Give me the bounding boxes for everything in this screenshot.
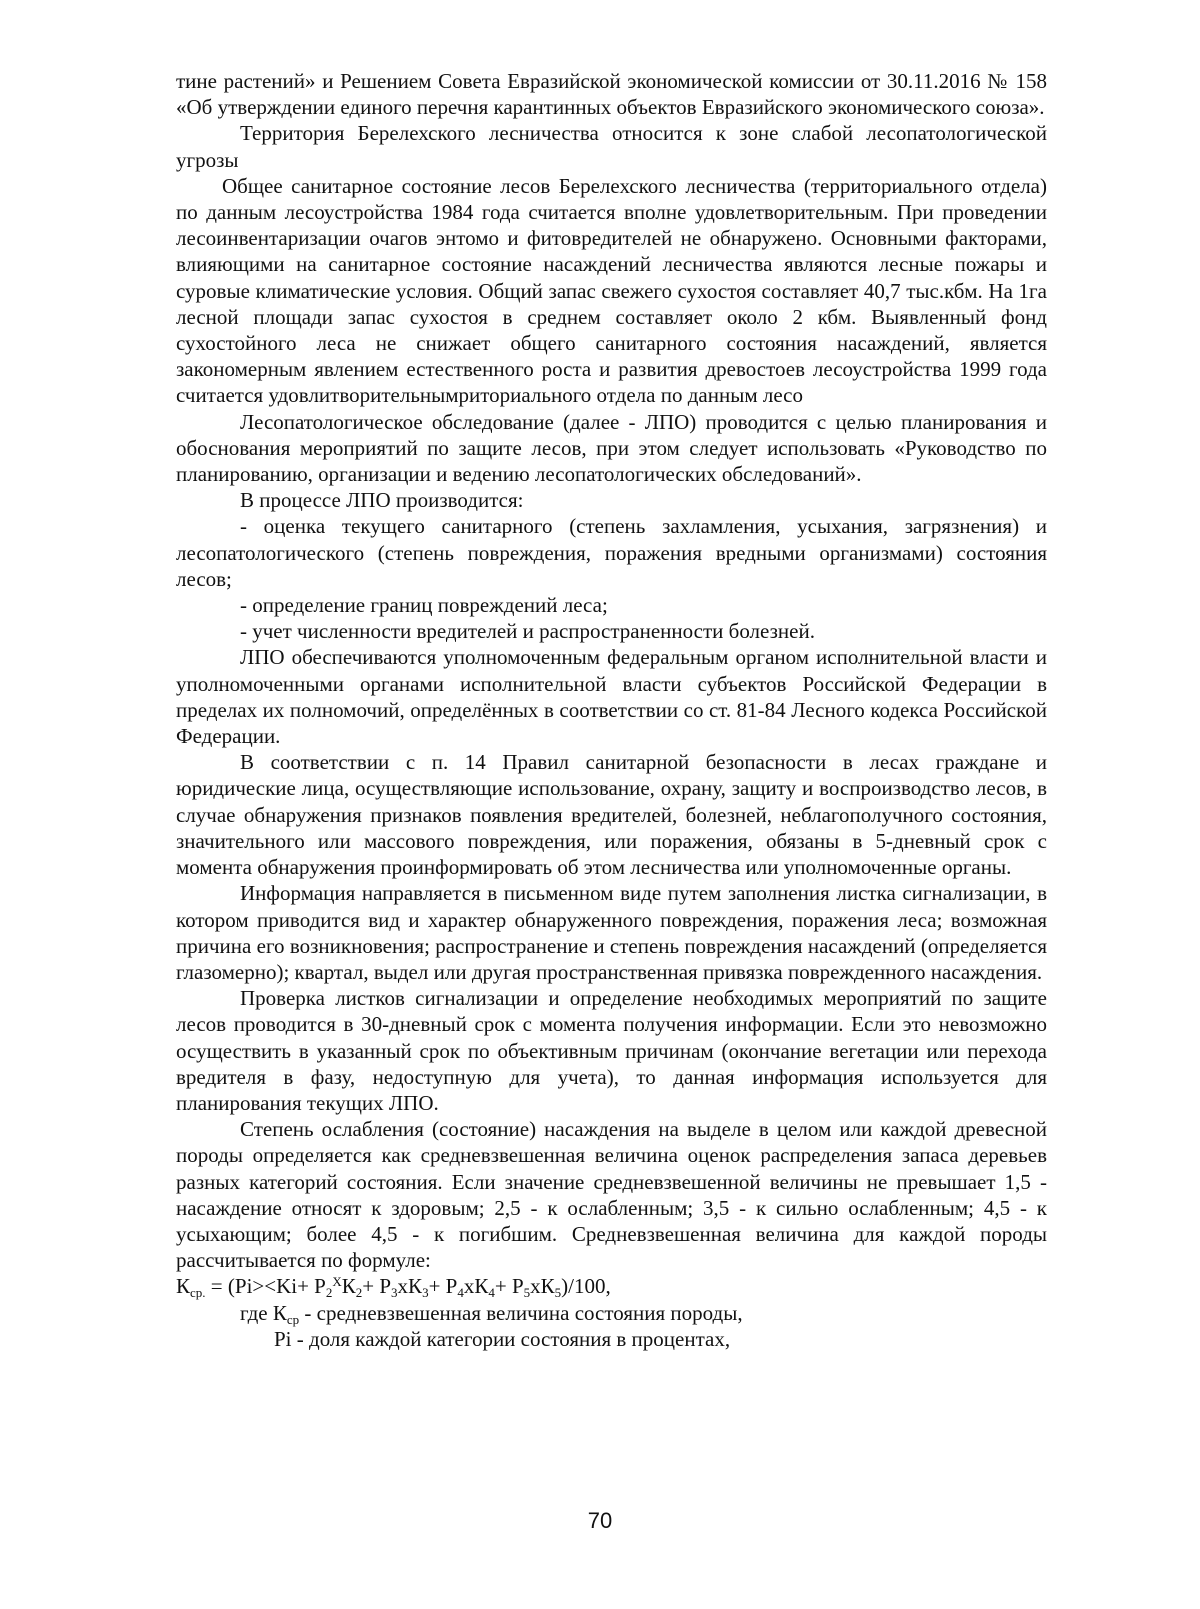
paragraph-lpo-authority: ЛПО обеспечиваются уполномоченным федеральным органом исполнительной власти и уполномоченными органами исполнительной власти субъектов Российской Федерации в пределах их полномочий, определённых в соответствии со ст. 81-84 Лесного кодекса Российской Федерации.	[176, 645, 1047, 749]
paragraph-lpo-definition: Лесопатологическое обследование (далее - ЛПО) проводится с целью планирования и обоснования мероприятий по защите лесов, при этом следует использовать «Руководство по планированию, организации и ведению лесопатологических обследований».	[176, 409, 1047, 487]
list-item-boundaries: - определение границ повреждений леса;	[240, 593, 608, 618]
document-body	[176, 68, 1047, 1352]
paragraph-territory: Территория Берелехского лесничества относится к зоне слабой лесопатологической угрозы	[176, 121, 1047, 172]
paragraph-verification: Проверка листков сигнализации и определение необходимых мероприятий по защите лесов проводится в 30-дневный срок с момента получения информации. Если это невозможно осуществить в указанный срок по объективным причинам (окончание вегетации или перехода вредителя в фазу, недоступную для учета), то данная информация используется для планирования текущих ЛПО.	[176, 986, 1047, 1115]
formula-where-kcp: где $К_{ср}$ - средневзвешенная величина состояния породы,	[240, 1300, 743, 1327]
paragraph-sanitary-state: Общее санитарное состояние лесов Берелехского лесничества (территориального отдела) по данным лесоустройства 1984 года считается вполне удовлетворительным. При проведении лесоинвентаризации очагов энтомо и фитовредителей не обнаружено. Основными факторами, влияющими на санитарное состояние насаждений лесничества являются лесные пожары и суровые климатические условия. Общий запас свежего сухостоя составляет 40,7 тыс.кбм. На 1га лесной площади запас сухостоя в среднем составляет около 2 кбм. Выявленный фонд сухостойного леса не снижает общего санитарного состояния насаждений, является закономерным явлением естественного роста и развития древостоев лесоустройства 1999 года считается удовлитворительнымриториального отдела по данным лесо	[176, 173, 1047, 408]
paragraph-lpo-process: В процессе ЛПО производится:	[240, 488, 524, 513]
paragraph-signal-sheet: Информация направляется в письменном виде путем заполнения листка сигнализации, в котором приводится вид и характер обнаруженного повреждения, поражения леса; возможная причина его возникновения; распространение и степень повреждения насаждений (определяется глазомерно); квартал, выдел или другая пространственная привязка поврежденного насаждения.	[176, 881, 1047, 984]
formula-where-pi: Pi - доля каждой категории состояния в процентах,	[274, 1326, 731, 1351]
formula-line: $К_{ср.} = (Pi><Ki+ P_2^XК_2+ P_3хК_3+ P_4хК_4+ P_5хК_5)/100$,	[176, 1274, 611, 1301]
list-item-assessment: - оценка текущего санитарного (степень захламления, усыхания, загрязнения) и лесопатологического (степень повреждения, поражения вредными организмами) состояния лесов;	[176, 514, 1047, 591]
paragraph-sanitary-rules: В соответствии с п. 14 Правил санитарной безопасности в лесах граждане и юридические лица, осуществляющие использование, охрану, защиту и воспроизводство лесов, в случае обнаружения признаков появления вредителей, болезней, неблагополучного состояния, значительного или массового повреждения, или поражения, обязаны в 5-дневный срок с момента обнаружения проинформировать об этом лесничества или уполномоченные органы.	[176, 750, 1047, 880]
paragraph-continuation: тине растений» и Решением Совета Евразийской экономической комиссии от 30.11.2016 № 158 «Об утверждении единого перечня карантинных объектов Евразийского экономического союза».	[176, 69, 1047, 120]
list-item-pest-count: - учет численности вредителей и распространенности болезней.	[240, 619, 815, 644]
paragraph-weakening-degree: Степень ослабления (состояние) насаждения на выделе в целом или каждой древесной породы определяется как средневзвешенная величина оценок распределения запаса деревьев разных категорий состояния. Если значение средневзвешенной величины не превышает 1,5 - насаждение относят к здоровым; 2,5 - к ослабленным; 3,5 - к сильно ослабленным; 4,5 - к усыхающим; более 4,5 - к погибшим. Средневзвешенная величина для каждой породы рассчитывается по формуле:	[176, 1117, 1047, 1273]
page-number: 70	[587, 1508, 613, 1533]
